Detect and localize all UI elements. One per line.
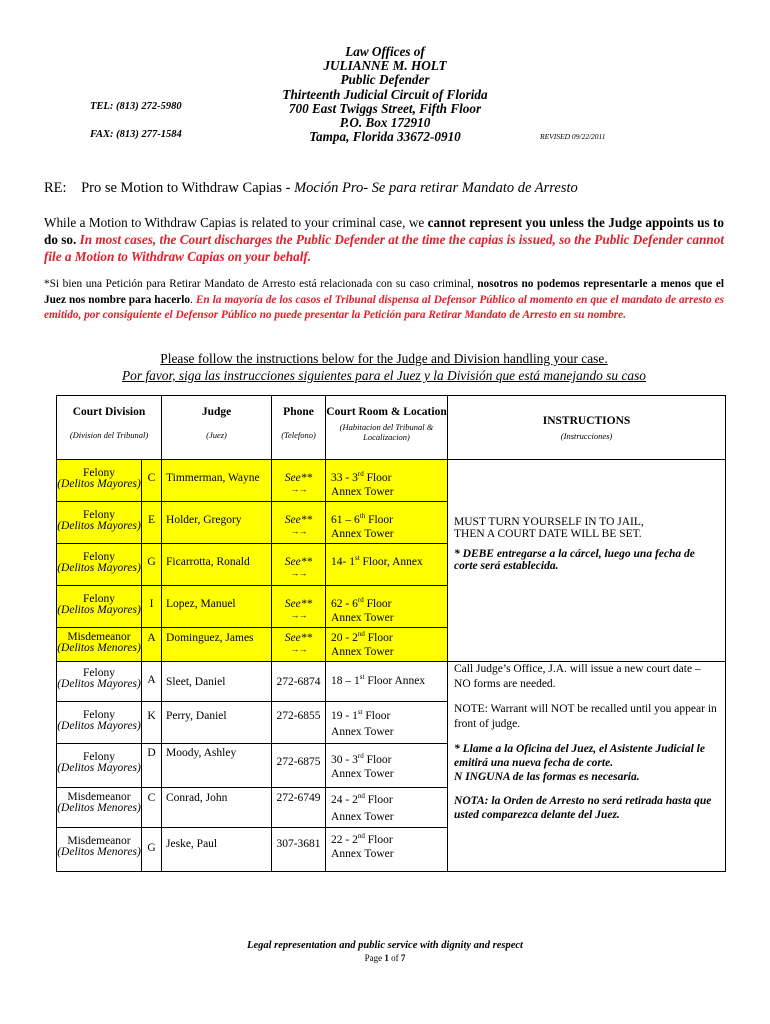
room-building: Annex Tower bbox=[331, 726, 394, 738]
see-note: See** bbox=[284, 514, 313, 526]
division-letter: C bbox=[142, 788, 162, 828]
phone-number: 307-3681 bbox=[272, 828, 326, 872]
subject-english: Pro se Motion to Withdraw Capias bbox=[81, 180, 282, 196]
room-ordinal: th bbox=[359, 512, 366, 521]
room-cell bbox=[326, 586, 448, 628]
letterhead-line: Public Defender bbox=[340, 72, 430, 88]
room-cell bbox=[326, 460, 448, 502]
room-floor: Floor bbox=[363, 754, 392, 766]
room-number: 22 - 2 bbox=[331, 834, 358, 846]
phone-number: 272-6855 bbox=[272, 702, 326, 744]
room-building: Annex Tower bbox=[331, 847, 394, 860]
page-current: 1 bbox=[384, 953, 389, 963]
header-instructions bbox=[448, 396, 726, 460]
letterhead-line: Tampa, Florida 33672-0910 bbox=[309, 129, 461, 145]
room-ordinal: nd bbox=[357, 630, 365, 639]
letterhead-line: Thirteenth Judicial Circuit of Florida bbox=[282, 86, 488, 102]
header-room-label: Court Room & Location bbox=[326, 406, 447, 418]
division-label: Felony bbox=[83, 551, 115, 563]
arrow-icon: →→ bbox=[290, 568, 307, 578]
subject-line bbox=[44, 180, 578, 197]
see-note: See** bbox=[284, 556, 313, 568]
division-sub: (Delitos Mayores) bbox=[57, 603, 141, 616]
footer-motto: Legal representation and public service with dignity and respect bbox=[247, 940, 523, 951]
fax-number: FAX: (813) 277-1584 bbox=[90, 129, 182, 140]
header-room-sub: (Habitacion del Tribunal & Localizacion) bbox=[339, 422, 434, 442]
instruction-text: Call Judge’s Office, J.A. will issue a new court date – NO forms are needed. bbox=[454, 663, 701, 690]
letterhead-line: Law Offices of bbox=[345, 44, 425, 59]
room-number: 20 - 2 bbox=[331, 632, 358, 644]
page-of: of bbox=[388, 953, 401, 963]
room-floor: Floor bbox=[363, 472, 392, 484]
revised-date: REVISED 09/22/2011 bbox=[540, 132, 606, 141]
division-letter: D bbox=[142, 744, 162, 788]
division-label: Misdemeanor bbox=[67, 835, 131, 847]
phone-cell bbox=[272, 502, 326, 544]
division-letter: A bbox=[142, 662, 162, 702]
subject-separator: - bbox=[285, 180, 291, 196]
division-letter: G bbox=[142, 828, 162, 872]
room-floor: Floor bbox=[362, 710, 391, 722]
english-notice bbox=[44, 214, 724, 265]
room-cell bbox=[326, 502, 448, 544]
phone-number: 272-6874 bbox=[272, 662, 326, 702]
division-letter: C bbox=[142, 460, 162, 502]
judge-name: Lopez, Manuel bbox=[162, 586, 272, 628]
notice-text: While a Motion to Withdraw Capias is related to your criminal case, we bbox=[44, 215, 428, 230]
notice-bold: cannot represent you unless the Judge appoints us to do so. bbox=[44, 215, 724, 247]
room-floor: Floor bbox=[365, 514, 394, 526]
instructions-call-judge bbox=[448, 662, 726, 872]
phone-cell bbox=[272, 544, 326, 586]
judge-name: Perry, Daniel bbox=[162, 702, 272, 744]
table-row bbox=[57, 460, 726, 502]
header-phone-sub: (Telefono) bbox=[281, 430, 316, 440]
room-number: 14- 1 bbox=[331, 556, 355, 568]
division-cell bbox=[57, 544, 142, 586]
phone-number: 272-6749 bbox=[272, 788, 326, 828]
letterhead bbox=[240, 45, 530, 144]
division-label: Misdemeanor bbox=[67, 631, 131, 643]
division-letter: A bbox=[142, 628, 162, 662]
room-floor: Floor, Annex bbox=[359, 556, 423, 568]
room-building: Annex Tower bbox=[331, 611, 394, 624]
arrow-icon: →→ bbox=[290, 610, 307, 620]
room-ordinal: rd bbox=[357, 752, 364, 761]
division-letter: K bbox=[142, 702, 162, 744]
room-number: 30 - 3 bbox=[331, 754, 358, 766]
header-instructions-sub: (Instrucciones) bbox=[560, 430, 613, 441]
division-label: Misdemeanor bbox=[67, 791, 131, 803]
division-cell bbox=[57, 586, 142, 628]
room-floor: Floor bbox=[364, 834, 393, 846]
room-floor: Floor Annex bbox=[364, 675, 426, 687]
notice-bold: nosotros no podemos representarle a menos que el Juez nos nombre para hacerlo bbox=[44, 278, 725, 306]
telephone-number: TEL: (813) 272-5980 bbox=[90, 101, 182, 112]
see-note: See** bbox=[284, 472, 313, 484]
see-note: See** bbox=[284, 632, 313, 644]
room-building: Annex Tower bbox=[331, 811, 394, 823]
division-sub: (Delitos Mayores) bbox=[57, 519, 141, 532]
header-judge bbox=[162, 396, 272, 460]
room-ordinal: st bbox=[357, 708, 363, 717]
phone-number: 272-6875 bbox=[272, 744, 326, 788]
room-floor: Floor bbox=[363, 598, 392, 610]
judge-name: Ficarrotta, Ronald bbox=[162, 544, 272, 586]
room-ordinal: nd bbox=[357, 792, 365, 801]
division-letter: E bbox=[142, 502, 162, 544]
arrow-icon: →→ bbox=[290, 484, 307, 494]
notice-text: *Si bien una Petición para Retirar Mandato de Arresto está relacionada con su caso criminal, bbox=[44, 278, 478, 290]
header-phone-label: Phone bbox=[283, 406, 314, 418]
instruction-text: NOTE: Warrant will NOT be recalled until you appear in front of judge. bbox=[454, 703, 717, 730]
division-label: Felony bbox=[83, 709, 115, 721]
division-sub: (Delitos Menores) bbox=[57, 801, 141, 814]
subject-prefix: RE: bbox=[44, 180, 67, 196]
judge-name: Moody, Ashley bbox=[162, 744, 272, 788]
instruction-text-spanish: * Llame a la Oficina del Juez, el Asistente Judicial le emitirá una nueva fecha de corte. bbox=[454, 743, 705, 769]
phone-cell bbox=[272, 586, 326, 628]
letterhead-line: P.O. Box 172910 bbox=[339, 115, 431, 131]
see-note: See** bbox=[284, 598, 313, 610]
notice-dot: . bbox=[190, 293, 193, 306]
division-label: Felony bbox=[83, 467, 115, 479]
division-cell bbox=[57, 788, 142, 828]
page-number bbox=[0, 953, 770, 963]
division-sub: (Delitos Mayores) bbox=[57, 561, 141, 574]
judge-name: Dominguez, James bbox=[162, 628, 272, 662]
header-division-label: Court Division bbox=[72, 406, 146, 418]
phone-cell bbox=[272, 628, 326, 662]
division-cell bbox=[57, 828, 142, 872]
subject-spanish: Moción Pro- Se para retirar Mandato de Arresto bbox=[294, 180, 578, 196]
room-ordinal: st bbox=[359, 673, 365, 682]
division-letter: G bbox=[142, 544, 162, 586]
page-prefix: Page bbox=[364, 953, 385, 963]
header-division-sub: (Division del Tribunal) bbox=[69, 430, 149, 440]
room-building: Annex Tower bbox=[331, 485, 394, 498]
notice-red: In most cases, the Court discharges the Public Defender at the time the capias is issued, so the Public Defender cannot file a Motion to Withdraw Capias on your behalf. bbox=[44, 232, 725, 264]
room-ordinal: rd bbox=[357, 470, 364, 479]
room-floor: Floor bbox=[364, 794, 393, 806]
division-label: Felony bbox=[83, 509, 115, 521]
letterhead-line: 700 East Twiggs Street, Fifth Floor bbox=[288, 100, 482, 116]
judge-name: Jeske, Paul bbox=[162, 828, 272, 872]
room-cell bbox=[326, 662, 448, 702]
room-cell bbox=[326, 628, 448, 662]
judge-name: Timmerman, Wayne bbox=[162, 460, 272, 502]
table-row bbox=[57, 662, 726, 702]
room-number: 18 – 1 bbox=[331, 675, 360, 687]
division-label: Felony bbox=[83, 751, 115, 763]
division-sub: (Delitos Menores) bbox=[57, 641, 141, 654]
arrow-icon: →→ bbox=[290, 644, 307, 654]
room-cell bbox=[326, 828, 448, 872]
header-judge-sub: (Juez) bbox=[206, 430, 227, 440]
division-sub: (Delitos Mayores) bbox=[57, 761, 141, 774]
room-floor: Floor bbox=[364, 632, 393, 644]
room-cell bbox=[326, 544, 448, 586]
room-number: 24 - 2 bbox=[331, 794, 358, 806]
page-total: 7 bbox=[400, 953, 406, 963]
spanish-notice bbox=[44, 277, 724, 324]
division-sub: (Delitos Menores) bbox=[57, 845, 141, 858]
room-cell bbox=[326, 702, 448, 744]
division-cell bbox=[57, 744, 142, 788]
division-sub: (Delitos Mayores) bbox=[57, 477, 141, 490]
instruction-text: MUST TURN YOURSELF IN TO JAIL, bbox=[454, 515, 644, 528]
division-letter: I bbox=[142, 586, 162, 628]
instruction-text-spanish: N INGUNA de las formas es necesaria. bbox=[454, 771, 640, 783]
judge-name: Conrad, John bbox=[162, 788, 272, 828]
room-cell bbox=[326, 788, 448, 828]
division-sub: (Delitos Mayores) bbox=[57, 677, 141, 690]
room-ordinal: nd bbox=[357, 832, 365, 841]
division-cell bbox=[57, 702, 142, 744]
room-number: 19 - 1 bbox=[331, 710, 358, 722]
judge-name: Holder, Gregory bbox=[162, 502, 272, 544]
header-instructions-label: INSTRUCTIONS bbox=[542, 414, 631, 427]
room-building: Annex Tower bbox=[331, 527, 394, 540]
room-cell bbox=[326, 744, 448, 788]
division-label: Felony bbox=[83, 593, 115, 605]
division-cell bbox=[57, 460, 142, 502]
judge-name: Sleet, Daniel bbox=[162, 662, 272, 702]
instructions-jail bbox=[448, 460, 726, 662]
room-ordinal: rd bbox=[357, 596, 364, 605]
division-label: Felony bbox=[83, 667, 115, 679]
phone-cell bbox=[272, 460, 326, 502]
room-number: 61 – 6 bbox=[331, 514, 360, 526]
header-division bbox=[57, 396, 162, 460]
room-building: Annex Tower bbox=[331, 645, 394, 658]
header-phone bbox=[272, 396, 326, 460]
arrow-icon: →→ bbox=[290, 526, 307, 536]
room-number: 62 - 6 bbox=[331, 598, 358, 610]
room-building: Annex Tower bbox=[331, 767, 394, 780]
instruction-text-spanish: * DEBE entregarse a la cárcel, luego una fecha de corte será establecida. bbox=[454, 547, 695, 572]
table-header-row bbox=[57, 396, 726, 460]
judge-table bbox=[56, 395, 726, 872]
division-sub: (Delitos Mayores) bbox=[57, 719, 141, 732]
room-ordinal: st bbox=[354, 554, 360, 563]
division-cell bbox=[57, 662, 142, 702]
follow-instructions-spanish: Por favor, siga las instrucciones siguientes para el Juez y la División que está manejando su caso bbox=[121, 368, 647, 383]
division-cell bbox=[57, 628, 142, 662]
instruction-text: THEN A COURT DATE WILL BE SET. bbox=[454, 527, 642, 540]
header-room bbox=[326, 396, 448, 460]
follow-instructions-english: Please follow the instructions below for the Judge and Division handling your case. bbox=[160, 351, 608, 366]
instruction-text-spanish: NOTA: la Orden de Arresto no será retirada hasta que usted comparezca delante del Juez. bbox=[454, 795, 712, 821]
header-judge-label: Judge bbox=[201, 406, 232, 418]
notice-red: En la mayoría de los casos el Tribunal dispensa al Defensor Público al momento en que el mandato de arresto es emitido, por consiguiente el Defensor Público no puede presentar la Petición para Retirar Mandato de Arresto en su nombre. bbox=[44, 293, 724, 321]
letterhead-line: JULIANNE M. HOLT bbox=[323, 58, 447, 74]
division-cell bbox=[57, 502, 142, 544]
room-number: 33 - 3 bbox=[331, 472, 358, 484]
